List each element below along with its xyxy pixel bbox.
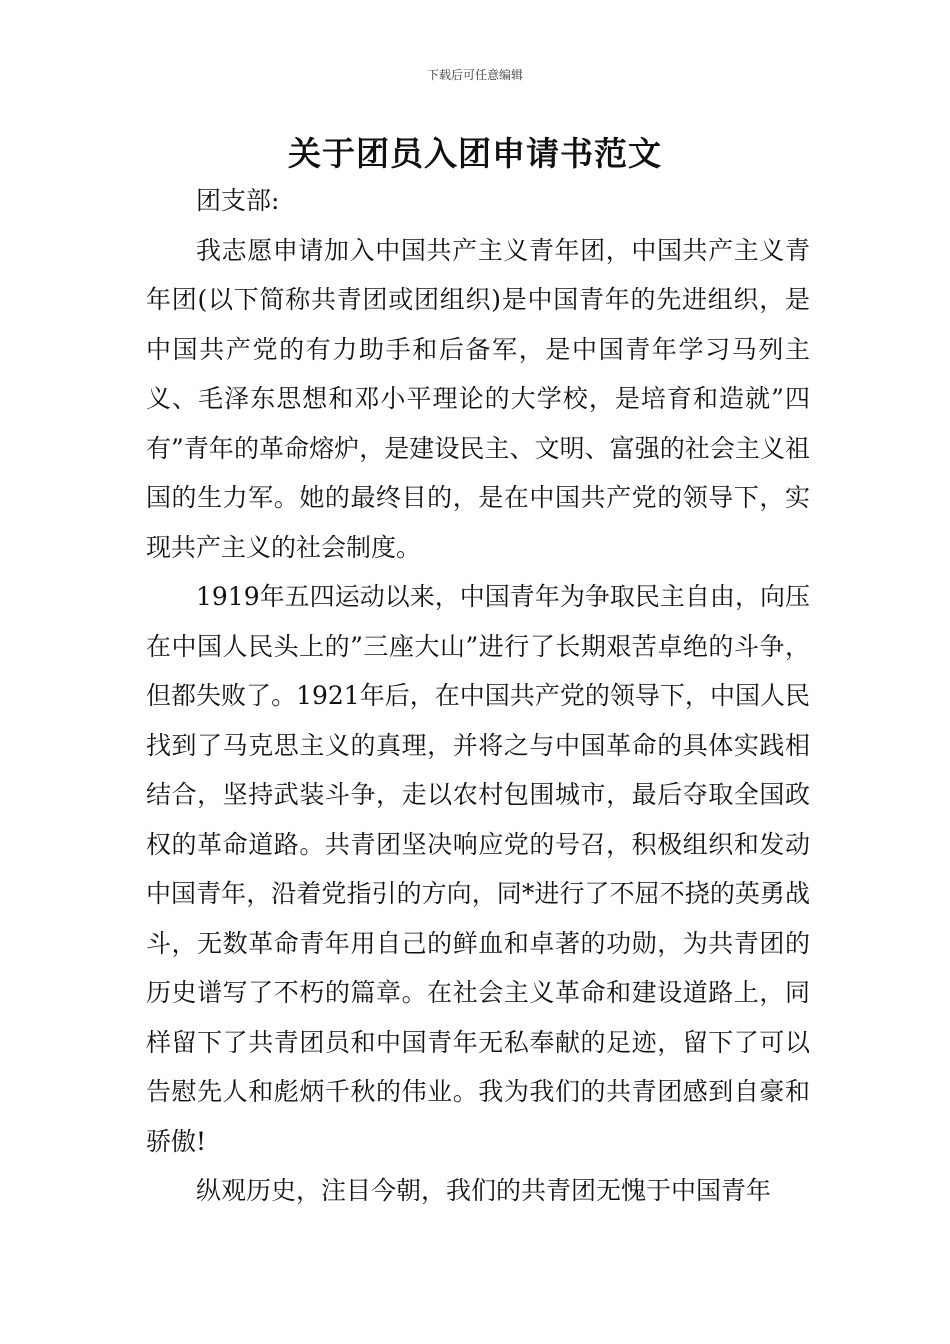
- paragraph-1: 我志愿申请加入中国共产主义青年团，中国共产主义青年团(以下简称共青团或团组织)是中国青年的先进组织，是中国共产党的有力助手和后备军，是中国青年学习马列主义、毛泽东思想和邓小平理论的大学校，是培育和造就”四有”青年的革命熔炉，是建设民主、文明、富强的社会主义祖国的生力军。她的最终目的，是在中国共产党的领导下，实现共产主义的社会制度。: [146, 235, 810, 562]
- document-body: [146, 176, 810, 1216]
- document-title: 关于团员入团申请书范文: [288, 134, 662, 173]
- paragraph-3: 纵观历史，注目今朝，我们的共青团无愧于中国青年: [196, 1176, 772, 1205]
- header-note: 下载后可任意编辑: [426, 68, 523, 82]
- salutation: 团支部:: [196, 186, 280, 215]
- paragraph-2: 1919年五四运动以来，中国青年为争取民主自由，向压在中国人民头上的”三座大山”进行了长期艰苦卓绝的斗争，但都失败了。1921年后，在中国共产党的领导下，中国人民找到了马克思主义的真理，并将之与中国革命的具体实践相结合，坚持武装斗争，走以农村包围城市，最后夺取全国政权的革命道路。共青团坚决响应党的号召，积极组织和发动中国青年，沿着党指引的方向，同*进行了不屈不挠的英勇战斗，无数革命青年用自己的鲜血和卓著的功勋，为共青团的历史谱写了不朽的篇章。在社会主义革命和建设道路上，同样留下了共青团员和中国青年无私奉献的足迹，留下了可以告慰先人和彪炳千秋的伟业。我为我们的共青团感到自豪和骄傲!: [146, 582, 810, 1156]
